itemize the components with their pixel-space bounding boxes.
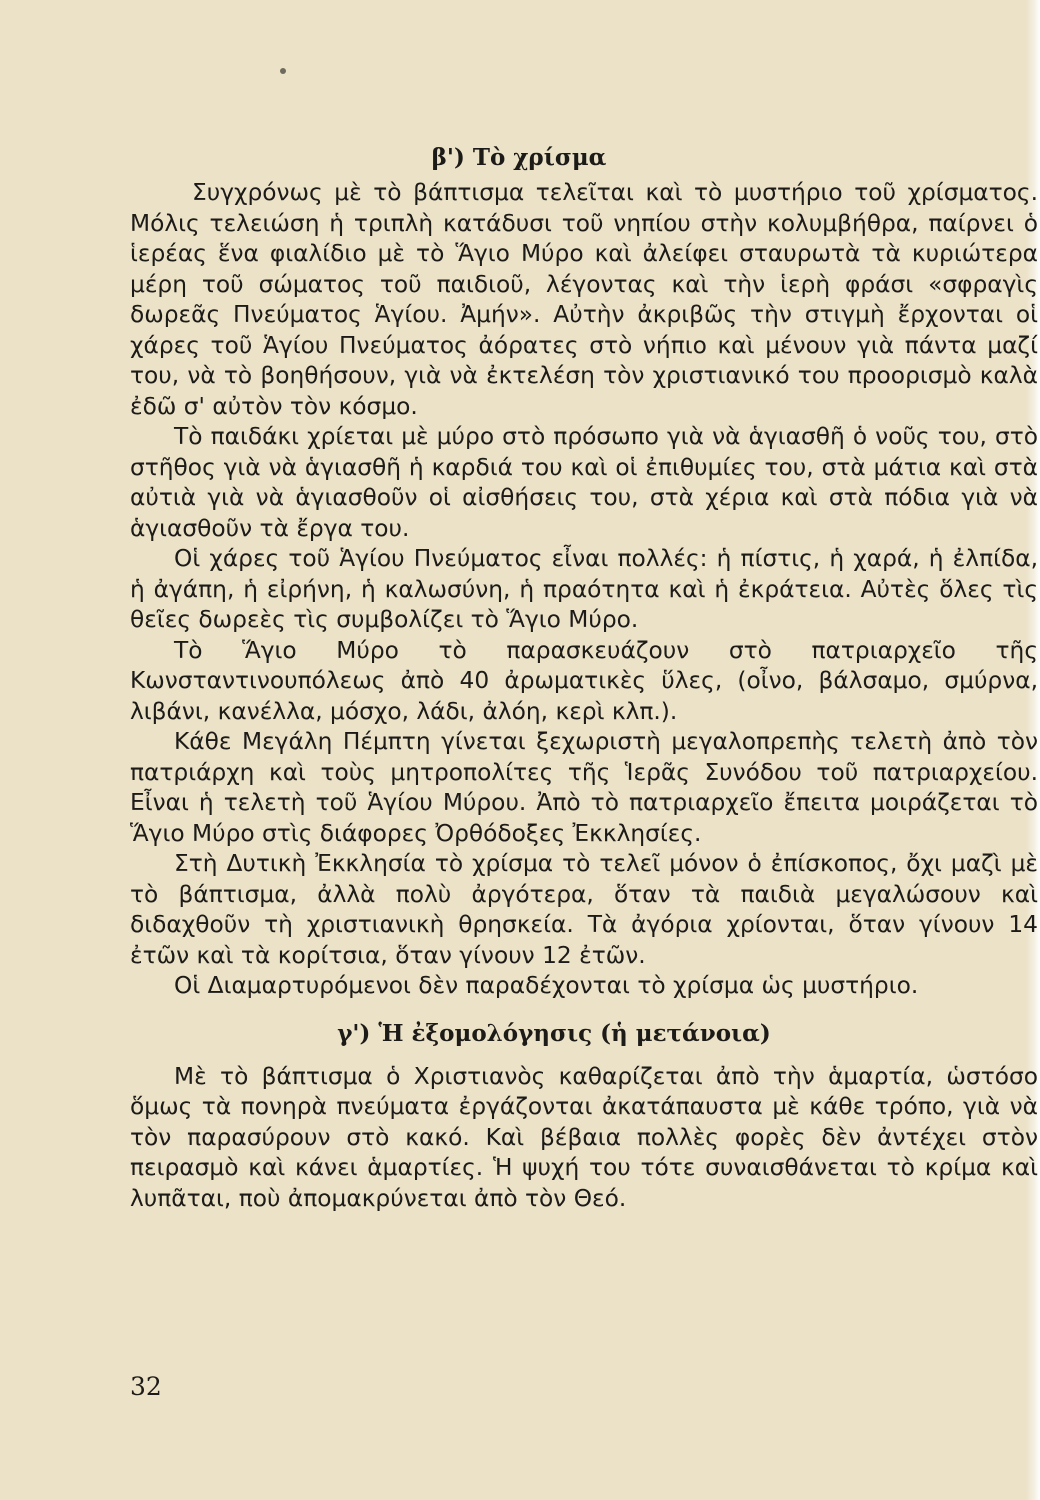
paragraph-chrism-3: Οἱ χάρες τοῦ Ἁγίου Πνεύματος εἶναι πολλές: ἡ πίστις, ἡ χαρά, ἡ ἐλπίδα, ἡ ἀγάπη, ἡ εἰρήνη, ἡ καλωσύνη, ἡ πραότητα καὶ ἡ ἐκράτεια. Αὐτὲς ὅλες τὶς θεῖες δωρεὲς τὶς συμβολίζει τὸ Ἅγιο Μύρο. — [130, 545, 1038, 633]
paragraph-confession-1: Μὲ τὸ βάπτισμα ὁ Χριστιανὸς καθαρίζεται ἀπὸ τὴν ἁμαρτία, ὡστόσο ὅμως τὰ πονηρὰ πνεύματα ἐργάζονται ἀκατάπαυστα μὲ κάθε τρόπο, γιὰ νὰ τὸν παρασύρουν στὸ κακό. Καὶ βέβαια πολλὲς φορὲς δὲν ἀντέχει στὸν πειρασμὸ καὶ κάνει ἁμαρτίες. Ἡ ψυχή του τότε συναισθάνεται τὸ κρίμα καὶ λυπᾶται, ποὺ ἀπομακρύνεται ἀπὸ τὸν Θεό. — [130, 1062, 1038, 1212]
paragraph-chrism-5: Κάθε Μεγάλη Πέμπτη γίνεται ξεχωριστὴ μεγαλοπρεπὴς τελετὴ ἀπὸ τὸν πατριάρχη καὶ τοὺς μητροπολίτες τῆς Ἱερᾶς Συνόδου τοῦ πατριαρχείου. Εἶναι ἡ τελετὴ τοῦ Ἁγίου Μύρου. Ἀπὸ τὸ πατριαρχεῖο ἔπειτα μοιράζεται τὸ Ἅγιο Μύρο στὶς διάφορες Ὀρθόδοξες Ἐκκλησίες. — [130, 728, 1038, 847]
paragraph-chrism-6: Στὴ Δυτικὴ Ἐκκλησία τὸ χρίσμα τὸ τελεῖ μόνον ὁ ἐπίσκοπος, ὄχι μαζὶ μὲ τὸ βάπτισμα, ἀλλὰ πολὺ ἀργότερα, ὅταν τὰ παιδιὰ μεγαλώσουν καὶ διδαχθοῦν τὴ χριστιανικὴ θρησκεία. Τὰ ἀγόρια χρίονται, ὅταν γίνουν 14 ἐτῶν καὶ τὰ κορίτσια, ὅταν γίνουν 12 ἐτῶν. — [130, 850, 1038, 969]
section-heading-confession: γ') Ἡ ἐξομολόγησις (ἡ μετάνοια) — [337, 1019, 771, 1047]
paragraph-chrism-1: Συγχρόνως μὲ τὸ βάπτισμα τελεῖται καὶ τὸ μυστήριο τοῦ χρίσματος. Μόλις τελειώση ἡ τριπλὴ κατάδυσι τοῦ νηπίου στὴν κολυμβήθρα, παίρνει ὁ ἱερέας ἕνα φιαλίδιο μὲ τὸ Ἅγιο Μύρο καὶ ἀλείφει σταυρωτὰ τὰ κυριώτερα μέρη τοῦ σώματος τοῦ παιδιοῦ, λέγοντας καὶ τὴν ἱερὴ φράσι «σφραγὶς δωρεᾶς Πνεύματος Ἁγίου. Ἀμήν». Αὐτὴν ἀκριβῶς τὴν στιγμὴ ἔρχονται οἱ χάρες τοῦ Ἁγίου Πνεύματος ἀόρατες στὸ νήπιο καὶ μένουν γιὰ πάντα μαζί του, νὰ τὸ βοηθήσουν, γιὰ νὰ ἐκτελέση τὸν χριστιανικό του προορισμὸ καλὰ ἐδῶ σ' αὐτὸν τὸν κόσμο. — [130, 179, 1038, 420]
paragraph-chrism-7: Οἱ Διαμαρτυρόμενοι δὲν παραδέχονται τὸ χρίσμα ὡς μυστήριο. — [174, 972, 919, 999]
section-heading-chrism: β') Τὸ χρίσμα — [431, 144, 607, 171]
paragraph-chrism-4: Τὸ Ἅγιο Μύρο τὸ παρασκευάζουν στὸ πατριαρχεῖο τῆς Κωνσταντινουπόλεως ἀπὸ 40 ἀρωματικὲς ὕλες, (οἶνο, βάλσαμο, σμύρνα, λιβάνι, κανέλλα, μόσχο, λάδι, ἀλόη, κερὶ κλπ.). — [130, 636, 1038, 725]
page-content — [130, 138, 1038, 1214]
paragraph-chrism-2: Τὸ παιδάκι χρίεται μὲ μύρο στὸ πρόσωπο γιὰ νὰ ἁγιασθῆ ὁ νοῦς του, στὸ στῆθος γιὰ νὰ ἁγιασθῆ ἡ καρδιά του καὶ οἱ ἐπιθυμίες του, στὰ μάτια καὶ στὰ αὐτιὰ γιὰ νὰ ἁγιασθοῦν οἱ αἰσθήσεις του, στὰ χέρια καὶ στὰ πόδια γιὰ νὰ ἁγιασθοῦν τὰ ἔργα του. — [130, 423, 1038, 542]
ink-speck — [280, 68, 286, 74]
page-number: 32 — [130, 1372, 162, 1401]
